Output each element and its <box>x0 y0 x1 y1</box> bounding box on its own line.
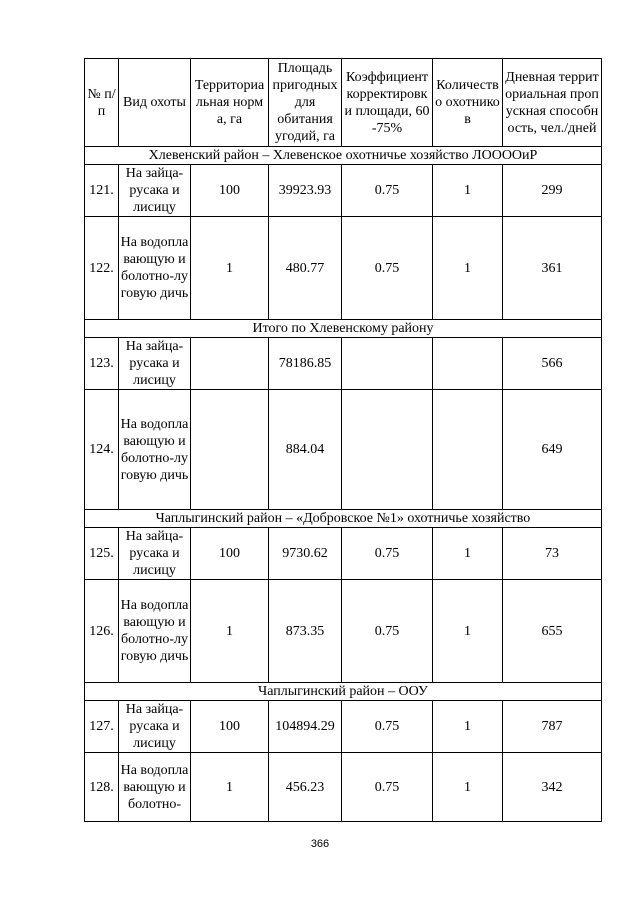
hunting-capacity-table <box>84 58 602 822</box>
cell-hunters: 1 <box>433 528 503 580</box>
table-row <box>85 580 602 683</box>
table-row <box>85 165 602 217</box>
cell-hunters: 1 <box>433 217 503 320</box>
cell-area: 884.04 <box>269 390 342 510</box>
table-row <box>85 753 602 822</box>
page-number: 366 <box>310 838 330 850</box>
table-row <box>85 701 602 753</box>
cell-norm: 1 <box>191 753 269 822</box>
cell-coef <box>342 390 433 510</box>
header-capacity: Дневная территориальная пропускная способность, чел./дней <box>503 59 602 147</box>
cell-coef: 0.75 <box>342 165 433 217</box>
section-title: Чаплыгинский район – «Добровское №1» охотничье хозяйство <box>85 510 602 528</box>
cell-norm: 100 <box>191 165 269 217</box>
header-hunters: Количество охотников <box>433 59 503 147</box>
section-title: Чаплыгинский район – ООУ <box>85 683 602 701</box>
header-norm: Территориальная норма, га <box>191 59 269 147</box>
table-row <box>85 390 602 510</box>
cell-coef: 0.75 <box>342 528 433 580</box>
cell-area: 873.35 <box>269 580 342 683</box>
cell-num: 128. <box>85 753 119 822</box>
header-coef: Коэффициент корректировки площади, 60-75% <box>342 59 433 147</box>
cell-norm: 1 <box>191 217 269 320</box>
cell-norm: 1 <box>191 580 269 683</box>
cell-area: 39923.93 <box>269 165 342 217</box>
cell-hunters <box>433 338 503 390</box>
cell-num: 127. <box>85 701 119 753</box>
cell-num: 124. <box>85 390 119 510</box>
header-num: № п/п <box>85 59 119 147</box>
cell-num: 121. <box>85 165 119 217</box>
cell-hunters: 1 <box>433 165 503 217</box>
cell-num: 123. <box>85 338 119 390</box>
section-row <box>85 320 602 338</box>
cell-num: 122. <box>85 217 119 320</box>
cell-capacity: 655 <box>503 580 602 683</box>
cell-capacity: 299 <box>503 165 602 217</box>
cell-hunters <box>433 390 503 510</box>
cell-hunters: 1 <box>433 753 503 822</box>
section-row <box>85 683 602 701</box>
table-row <box>85 528 602 580</box>
cell-norm: 100 <box>191 701 269 753</box>
cell-kind: На водоплавающую и болотно-луговую дичь <box>119 580 191 683</box>
cell-capacity: 361 <box>503 217 602 320</box>
cell-area: 480.77 <box>269 217 342 320</box>
cell-norm: 100 <box>191 528 269 580</box>
cell-coef: 0.75 <box>342 580 433 683</box>
header-area: Площадь пригодных для обитания угодий, га <box>269 59 342 147</box>
section-title: Итого по Хлевенскому району <box>85 320 602 338</box>
cell-num: 125. <box>85 528 119 580</box>
cell-capacity: 649 <box>503 390 602 510</box>
cell-area: 9730.62 <box>269 528 342 580</box>
section-row <box>85 510 602 528</box>
cell-coef: 0.75 <box>342 217 433 320</box>
cell-kind: На водоплавающую и болотно-луговую дичь <box>119 390 191 510</box>
table-row <box>85 338 602 390</box>
table-row <box>85 217 602 320</box>
cell-kind: На зайца-русака и лисицу <box>119 165 191 217</box>
table-header-row <box>85 59 602 147</box>
cell-kind: На зайца-русака и лисицу <box>119 528 191 580</box>
cell-coef: 0.75 <box>342 753 433 822</box>
cell-area: 104894.29 <box>269 701 342 753</box>
cell-norm <box>191 390 269 510</box>
cell-num: 126. <box>85 580 119 683</box>
cell-norm <box>191 338 269 390</box>
cell-capacity: 566 <box>503 338 602 390</box>
cell-capacity: 787 <box>503 701 602 753</box>
cell-area: 78186.85 <box>269 338 342 390</box>
cell-kind: На зайца-русака и лисицу <box>119 338 191 390</box>
cell-kind: На зайца-русака и лисицу <box>119 701 191 753</box>
cell-coef: 0.75 <box>342 701 433 753</box>
cell-capacity: 342 <box>503 753 602 822</box>
section-row <box>85 147 602 165</box>
cell-hunters: 1 <box>433 701 503 753</box>
cell-kind: На водоплавающую и болотно-луговую дичь <box>119 217 191 320</box>
cell-capacity: 73 <box>503 528 602 580</box>
cell-coef <box>342 338 433 390</box>
cell-hunters: 1 <box>433 580 503 683</box>
cell-kind: На водоплавающую и болотно- <box>119 753 191 822</box>
section-title: Хлевенский район – Хлевенское охотничье хозяйство ЛОООOиР <box>85 147 602 165</box>
header-kind: Вид охоты <box>119 59 191 147</box>
cell-area: 456.23 <box>269 753 342 822</box>
